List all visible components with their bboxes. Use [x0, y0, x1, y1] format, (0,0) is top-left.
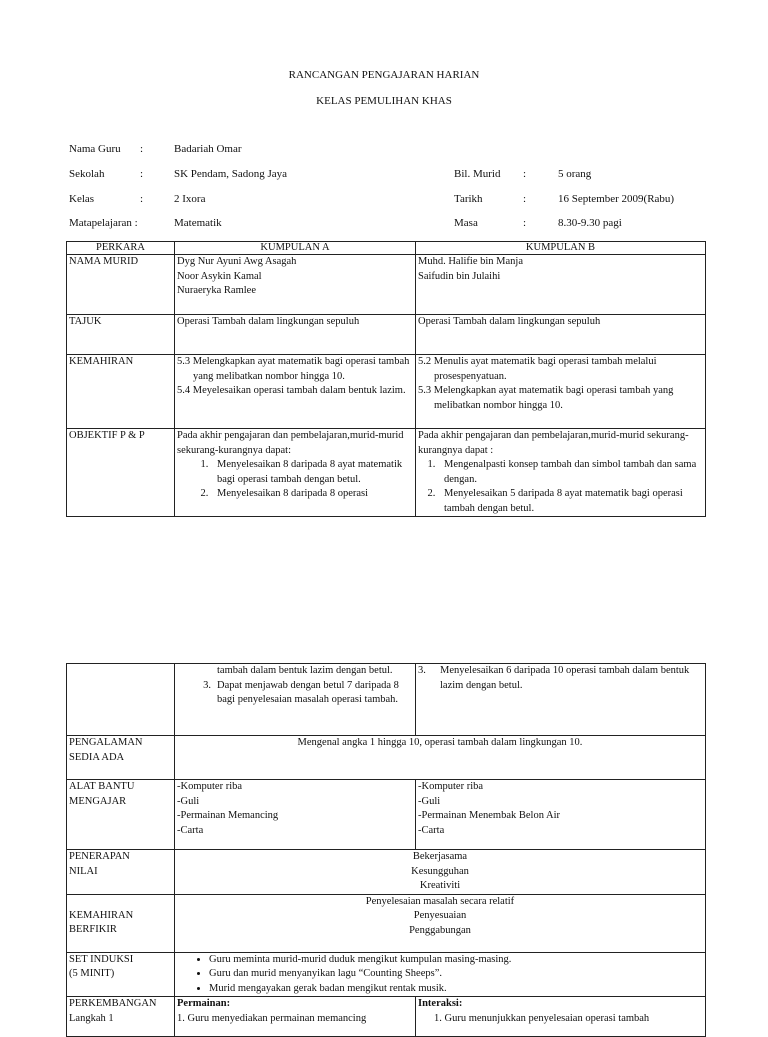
penerapan-nilai: Bekerjasama Kesungguhan Kreativiti — [175, 850, 706, 895]
kemahiran-b: 5.2 Menulis ayat matematik bagi operasi tambah melalui prosespenyatuan. 5.3 Melengkapkan ayat matematik bagi operasi tambah yang melibatkan nombor hingga 10. — [416, 355, 706, 429]
header-perkara: PERKARA — [67, 242, 175, 255]
row-label-alat-bantu: ALAT BANTU MENGAJAR — [67, 780, 175, 850]
sekolah-value: SK Pendam, Sadong Jaya — [174, 168, 288, 180]
table-row — [67, 664, 706, 736]
row-label-kemahiran: KEMAHIRAN — [67, 355, 175, 429]
table-row — [67, 997, 706, 1037]
bil-murid-value: 5 orang — [558, 168, 592, 180]
masa-value: 8.30-9.30 pagi — [558, 217, 622, 229]
nama-murid-b: Muhd. Halifie bin Manja Saifudin bin Julaihi — [416, 255, 706, 315]
bil-murid-label: Bil. Murid — [454, 168, 501, 180]
nama-murid-a: Dyg Nur Ayuni Awg Asagah Noor Asykin Kamal Nuraeryka Ramlee — [175, 255, 416, 315]
row-label-set-induksi: SET INDUKSI (5 MINIT) — [67, 952, 175, 997]
table-row — [67, 780, 706, 850]
document-title: RANCANGAN PENGAJARAN HARIAN — [288, 69, 480, 81]
lesson-table-part2 — [66, 663, 706, 1037]
sekolah-label: Sekolah — [69, 168, 105, 180]
row-label-kemahiran-berfikir: KEMAHIRAN BERFIKIR — [67, 894, 175, 952]
table-row — [67, 429, 706, 517]
table-row — [67, 894, 706, 952]
kemahiran-a: 5.3 Melengkapkan ayat matematik bagi operasi tambah yang melibatkan nombor hingga 10. 5.4 Meyelesaikan operasi tambah dalam bentuk lazim. — [175, 355, 416, 429]
table-row — [67, 315, 706, 355]
table-row — [67, 355, 706, 429]
row-label-tajuk: TAJUK — [67, 315, 175, 355]
pengalaman-sedia-ada: Mengenal angka 1 hingga 10, operasi tambah dalam lingkungan 10. — [175, 736, 706, 780]
row-label-objektif: OBJEKTIF P & P — [67, 429, 175, 517]
kelas-label: Kelas — [69, 193, 95, 205]
table-row — [67, 255, 706, 315]
tarikh-label: Tarikh — [454, 193, 483, 205]
row-label-penerapan-nilai: PENERAPAN NILAI — [67, 850, 175, 895]
table-row — [67, 952, 706, 997]
kemahiran-berfikir: Penyelesaian masalah secara relatif Penyesuaian Penggabungan — [175, 894, 706, 952]
alat-bantu-b: -Komputer riba -Guli -Permainan Menembak Belon Air -Carta — [416, 780, 706, 850]
sekolah-colon: : — [140, 168, 144, 180]
alat-bantu-a: -Komputer riba -Guli -Permainan Memancing -Carta — [175, 780, 416, 850]
masa-label: Masa — [454, 217, 478, 229]
set-induksi: • Guru meminta murid-murid duduk mengikut kumpulan masing-masing. • Guru dan murid menyanyikan lagu “Counting Sheeps”. • Murid mengayakan gerak badan mengikut rentak musik. — [175, 952, 706, 997]
guru-colon: : — [140, 143, 144, 155]
row-label-perkembangan: PERKEMBANGAN Langkah 1 — [67, 997, 175, 1037]
tajuk-a: Operasi Tambah dalam lingkungan sepuluh — [175, 315, 416, 355]
bil-murid-colon: : — [523, 168, 527, 180]
objektif-b-continued: 3. Menyelesaikan 6 daripada 10 operasi tambah dalam bentuk lazim dengan betul. — [416, 664, 706, 736]
objektif-b: Pada akhir pengajaran dan pembelajaran,murid-murid sekurang-kurangnya dapat : 1. Mengenalpasti konsep tambah dan simbol tambah dan sama dengan. 2. Menyelesaikan 5 daripada 8 ayat matematik bagi operasi tambah dengan betul. — [416, 429, 706, 517]
tajuk-b: Operasi Tambah dalam lingkungan sepuluh — [416, 315, 706, 355]
perkembangan-b: Interaksi: 1. Guru menunjukkan penyelesaian operasi tambah — [416, 997, 706, 1037]
row-label-nama-murid: NAMA MURID — [67, 255, 175, 315]
kelas-value: 2 Ixora — [174, 193, 206, 205]
tarikh-colon: : — [523, 193, 527, 205]
guru-value: Badariah Omar — [174, 143, 242, 155]
table-row — [67, 736, 706, 780]
header-kumpulan-b: KUMPULAN B — [416, 242, 706, 255]
table-header-row — [67, 242, 706, 255]
row-label-pengalaman: PENGALAMAN SEDIA ADA — [67, 736, 175, 780]
perkembangan-a: Permainan: 1. Guru menyediakan permainan memancing — [175, 997, 416, 1037]
lesson-table-part1 — [66, 241, 706, 517]
tarikh-value: 16 September 2009(Rabu) — [558, 193, 675, 205]
kelas-colon: : — [140, 193, 144, 205]
objektif-a: Pada akhir pengajaran dan pembelajaran,murid-murid sekurang-kurangnya dapat: 1. Menyelesaikan 8 daripada 8 ayat matematik bagi operasi tambah dengan betul. 2. Menyelesaikan 8 daripada 8 operasi — [175, 429, 416, 517]
masa-colon: : — [523, 217, 527, 229]
document-subtitle: KELAS PEMULIHAN KHAS — [316, 95, 452, 107]
guru-label: Nama Guru — [69, 143, 121, 155]
table-row — [67, 850, 706, 895]
header-kumpulan-a: KUMPULAN A — [175, 242, 416, 255]
objektif-a-continued: tambah dalam bentuk lazim dengan betul. 3. Dapat menjawab dengan betul 7 daripada 8 bagi penyelesaian masalah operasi tambah. — [175, 664, 416, 736]
matapelajaran-label: Matapelajaran : — [69, 217, 138, 229]
matapelajaran-value: Matematik — [174, 217, 222, 229]
